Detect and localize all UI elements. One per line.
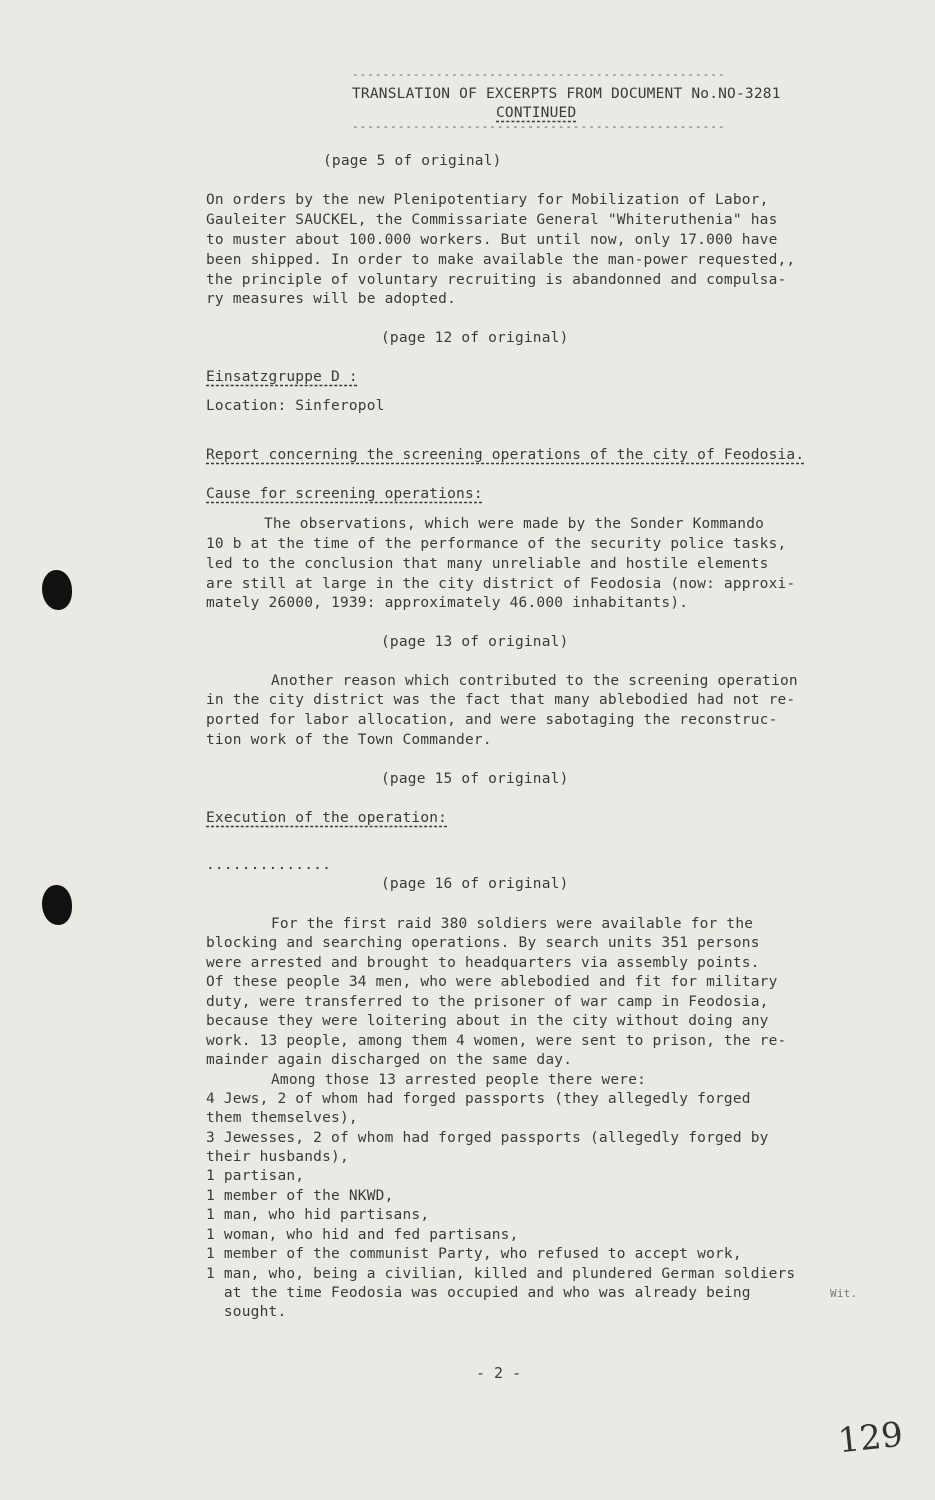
punch-hole-bottom: [42, 885, 72, 925]
text-line: been shipped. In order to make available the man-power requested,,: [206, 252, 796, 268]
header-dash-top: -------------------------------------------------: [352, 68, 726, 81]
text-line: the principle of voluntary recruiting is abandonned and compulsa-: [206, 272, 787, 288]
text-line: because they were loitering about in the city without doing any: [206, 1013, 769, 1029]
list-item: 1 man, who hid partisans,: [206, 1207, 430, 1223]
text-line: blocking and searching operations. By search units 351 persons: [206, 935, 760, 951]
text-line: Of these people 34 men, who were ablebodied and fit for military: [206, 974, 778, 990]
page-marker-15: (page 15 of original): [381, 771, 569, 787]
list-item: sought.: [206, 1304, 287, 1320]
list-item: their husbands),: [206, 1149, 349, 1165]
text-line: are still at large in the city district of Feodosia (now: approxi-: [206, 576, 796, 592]
execution-heading: Execution of the operation:: [206, 810, 448, 826]
page-marker-13: (page 13 of original): [381, 634, 569, 650]
text-line: ry measures will be adopted.: [206, 291, 457, 307]
report-heading: Report concerning the screening operations of the city of Feodosia.: [206, 447, 805, 463]
text-line: to muster about 100.000 workers. But until now, only 17.000 have: [206, 232, 778, 248]
list-item: 1 member of the NKWD,: [206, 1188, 394, 1204]
text-line: in the city district was the fact that many ablebodied had not re-: [206, 692, 796, 708]
margin-note: Wit.: [830, 1287, 858, 1300]
text-line: tion work of the Town Commander.: [206, 732, 492, 748]
page-marker-5: (page 5 of original): [323, 153, 502, 169]
header-dash-bottom: -------------------------------------------------: [352, 120, 726, 133]
list-item: 4 Jews, 2 of whom had forged passports (they allegedly forged: [206, 1091, 751, 1107]
text-line: Another reason which contributed to the screening operation: [271, 673, 798, 689]
text-line: 10 b at the time of the performance of the security police tasks,: [206, 536, 787, 552]
list-item: 1 member of the communist Party, who refused to accept work,: [206, 1246, 742, 1262]
list-item: 1 partisan,: [206, 1168, 305, 1184]
punch-hole-top: [42, 570, 72, 610]
continued-label: CONTINUED: [496, 105, 577, 121]
location-line: Location: Sinferopol: [206, 398, 385, 414]
ellipsis-dots: ..............: [206, 857, 332, 873]
text-line: The observations, which were made by the Sonder Kommando: [264, 516, 765, 532]
einsatzgruppe-heading: Einsatzgruppe D :: [206, 369, 358, 385]
cause-heading: Cause for screening operations:: [206, 486, 483, 502]
list-item: 1 man, who, being a civilian, killed and plundered German soldiers: [206, 1266, 796, 1282]
text-line: On orders by the new Plenipotentiary for Mobilization of Labor,: [206, 192, 769, 208]
page-number: - 2 -: [476, 1364, 522, 1382]
text-line: ported for labor allocation, and were sabotaging the reconstruc-: [206, 712, 778, 728]
text-line: For the first raid 380 soldiers were available for the: [271, 916, 754, 932]
handwritten-folio-number: 129: [836, 1414, 905, 1462]
page-marker-12: (page 12 of original): [381, 330, 569, 346]
text-line: duty, were transferred to the prisoner of war camp in Feodosia,: [206, 994, 769, 1010]
text-line: led to the conclusion that many unreliable and hostile elements: [206, 556, 769, 572]
text-line: Gauleiter SAUCKEL, the Commissariate General "Whiteruthenia" has: [206, 212, 778, 228]
list-item: 1 woman, who hid and fed partisans,: [206, 1227, 519, 1243]
list-item: them themselves),: [206, 1110, 358, 1126]
text-line: were arrested and brought to headquarters via assembly points.: [206, 955, 760, 971]
text-line: work. 13 people, among them 4 women, were sent to prison, the re-: [206, 1033, 787, 1049]
text-line: mately 26000, 1939: approximately 46.000 inhabitants).: [206, 595, 689, 611]
page-marker-16: (page 16 of original): [381, 876, 569, 892]
list-item: at the time Feodosia was occupied and who was already being: [206, 1285, 751, 1301]
list-item: 3 Jewesses, 2 of whom had forged passports (allegedly forged by: [206, 1130, 769, 1146]
document-title: TRANSLATION OF EXCERPTS FROM DOCUMENT No.NO-3281: [352, 86, 781, 102]
text-line: mainder again discharged on the same day.: [206, 1052, 573, 1068]
among-intro: Among those 13 arrested people there were:: [271, 1072, 647, 1088]
